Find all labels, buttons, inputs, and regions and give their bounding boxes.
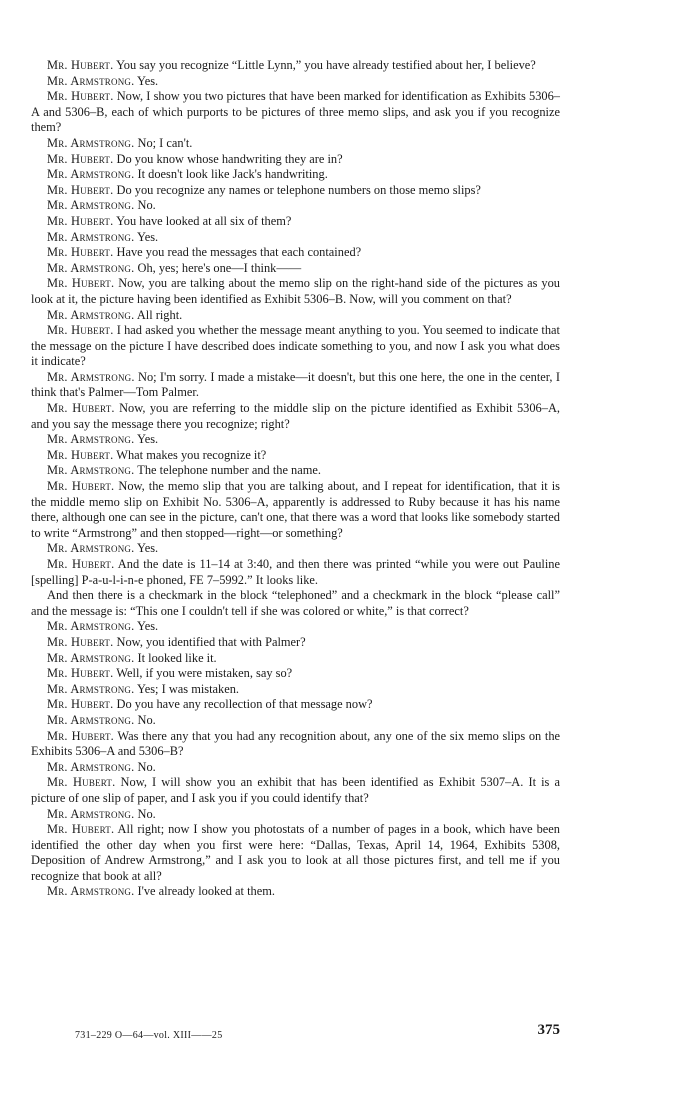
- speech-text: The telephone number and the name.: [137, 463, 321, 478]
- transcript-body: [31, 58, 560, 900]
- transcript-paragraph: [31, 729, 560, 760]
- speech-text: You have looked at all six of them?: [116, 213, 292, 228]
- speech-text: It doesn't look like Jack's handwriting.: [137, 167, 328, 182]
- speaker-name: Mr. Hubert.: [47, 728, 114, 743]
- speech-text: Yes; I was mistaken.: [137, 681, 240, 696]
- transcript-paragraph: [31, 541, 560, 557]
- speaker-name: Mr. Hubert.: [47, 401, 115, 416]
- speech-text: Do you recognize any names or telephone numbers on those memo slips?: [116, 182, 481, 197]
- transcript-paragraph: [31, 588, 560, 619]
- speech-text: I've already looked at them.: [137, 884, 275, 899]
- speech-text: Yes.: [137, 229, 159, 244]
- speaker-name: Mr. Hubert.: [47, 775, 116, 790]
- transcript-paragraph: [31, 666, 560, 682]
- transcript-paragraph: [31, 152, 560, 168]
- speaker-name: Mr. Armstrong.: [47, 650, 135, 665]
- speaker-name: Mr. Hubert.: [47, 822, 115, 837]
- transcript-paragraph: [31, 136, 560, 152]
- transcript-paragraph: [31, 557, 560, 588]
- speech-text: It looked like it.: [137, 650, 217, 665]
- speaker-name: Mr. Hubert.: [47, 557, 115, 571]
- speaker-name: Mr. Hubert.: [47, 213, 114, 228]
- speaker-name: Mr. Armstrong.: [47, 681, 135, 696]
- transcript-paragraph: [31, 697, 560, 713]
- speaker-name: Mr. Hubert.: [47, 151, 114, 166]
- speaker-name: Mr. Hubert.: [47, 89, 114, 104]
- speaker-name: Mr. Armstrong.: [47, 369, 135, 384]
- transcript-paragraph: [31, 276, 560, 307]
- transcript-paragraph: [31, 245, 560, 261]
- speech-text: Oh, yes; here's one—I think——: [137, 260, 302, 275]
- transcript-paragraph: [31, 214, 560, 230]
- speaker-name: Mr. Armstrong.: [47, 307, 135, 322]
- speaker-name: Mr. Hubert.: [47, 245, 114, 260]
- page-number: 375: [537, 1022, 560, 1038]
- speech-text: Now, you identified that with Palmer?: [116, 634, 306, 649]
- speaker-name: Mr. Hubert.: [47, 479, 115, 494]
- speech-text: No; I'm sorry. I made a mistake—it doesn't, but this one here, the one in the center, I think that's Palmer—Tom Palmer.: [31, 369, 560, 400]
- transcript-paragraph: [31, 58, 560, 74]
- transcript-paragraph: [31, 760, 560, 776]
- transcript-paragraph: [31, 682, 560, 698]
- transcript-paragraph: [31, 183, 560, 199]
- speech-text: Well, if you were mistaken, say so?: [116, 666, 293, 681]
- transcript-paragraph: [31, 448, 560, 464]
- print-code: 731–229 O—64—vol. XIII——25: [75, 1030, 223, 1041]
- transcript-paragraph: [31, 463, 560, 479]
- speaker-name: Mr. Armstrong.: [47, 463, 135, 478]
- transcript-paragraph: [31, 479, 560, 541]
- speaker-name: Mr. Armstrong.: [47, 541, 135, 556]
- transcript-paragraph: [31, 822, 560, 884]
- speech-text: Yes.: [137, 73, 159, 88]
- speaker-name: Mr. Hubert.: [47, 323, 114, 338]
- speech-text: Now, you are talking about the memo slip on the right-hand side of the pictures as you look at it, the picture having been identified as Exhibit 5306–B. Now, will you comment on that?: [31, 276, 560, 306]
- speech-text: Now, the memo slip that you are talking about, and I repeat for identification, that it is the middle memo slip on Exhibit No. 5306–A, apparently is addressed to Ruby because it has his name there, although one can see in the picture, can't one, that there was a word that looks like somebody started to write “Armstrong” and then stopped—right—or something?: [31, 479, 560, 540]
- speaker-name: Mr. Hubert.: [47, 666, 114, 681]
- transcript-paragraph: [31, 775, 560, 806]
- speaker-name: Mr. Hubert.: [47, 447, 114, 462]
- speech-text: No.: [137, 806, 156, 821]
- transcript-paragraph: [31, 884, 560, 900]
- speaker-name: Mr. Armstrong.: [47, 432, 135, 447]
- speaker-name: Mr. Armstrong.: [47, 884, 135, 899]
- transcript-paragraph: [31, 261, 560, 277]
- speech-text: No; I can't.: [137, 135, 193, 150]
- transcript-paragraph: [31, 370, 560, 401]
- speech-text: And the date is 11–14 at 3:40, and then there was printed “while you were out Pauline [spelling] P-a-u-l-i-n-e phoned, FE 7–5992.” It looks like.: [31, 557, 560, 587]
- speech-text: I had asked you whether the message meant anything to you. You seemed to indicate that the message on the picture I have described does indicate something to you, and now I ask you what does it indicate?: [31, 323, 560, 369]
- speaker-name: Mr. Armstrong.: [47, 198, 135, 213]
- speech-text: No.: [137, 759, 156, 774]
- speaker-name: Mr. Hubert.: [47, 634, 114, 649]
- speaker-name: Mr. Armstrong.: [47, 759, 135, 774]
- transcript-paragraph: [31, 651, 560, 667]
- speech-text: No.: [137, 198, 156, 213]
- speaker-name: Mr. Armstrong.: [47, 229, 135, 244]
- speech-text: Yes.: [137, 432, 159, 447]
- speaker-name: Mr. Armstrong.: [47, 806, 135, 821]
- speech-text: Yes.: [137, 619, 159, 634]
- speaker-name: Mr. Armstrong.: [47, 135, 135, 150]
- speaker-name: Mr. Hubert.: [47, 276, 115, 291]
- transcript-paragraph: [31, 807, 560, 823]
- speaker-name: Mr. Armstrong.: [47, 167, 135, 182]
- transcript-paragraph: [31, 198, 560, 214]
- speech-text: Now, I show you two pictures that have been marked for identification as Exhibits 5306–A and 5306–B, each of which purports to be pictures of three memo slips, and ask you if you recognize them?: [31, 89, 560, 135]
- transcript-paragraph: [31, 619, 560, 635]
- speech-text: Do you have any recollection of that message now?: [116, 697, 373, 712]
- speech-text: No.: [137, 712, 156, 727]
- speech-text: Yes.: [137, 541, 159, 556]
- speech-text: Now, you are referring to the middle slip on the picture identified as Exhibit 5306–A, and you say the message there you recognize; right?: [31, 401, 560, 431]
- speech-text: Now, I will show you an exhibit that has been identified as Exhibit 5307–A. It is a picture of one slip of paper, and I ask you if you could identify that?: [31, 775, 560, 805]
- transcript-paragraph: [31, 308, 560, 324]
- speech-text: Have you read the messages that each contained?: [116, 245, 362, 260]
- speech-text: Do you know whose handwriting they are in?: [116, 151, 343, 166]
- transcript-paragraph: [31, 432, 560, 448]
- transcript-paragraph: [31, 230, 560, 246]
- speech-text: All right.: [136, 307, 183, 322]
- transcript-paragraph: [31, 167, 560, 183]
- speaker-name: Mr. Armstrong.: [47, 73, 135, 88]
- transcript-paragraph: [31, 89, 560, 136]
- speaker-name: Mr. Hubert.: [47, 697, 114, 712]
- transcript-paragraph: [31, 323, 560, 370]
- speech-text: All right; now I show you photostats of a number of pages in a book, which have been identified the other day when you first were here: “Dallas, Texas, April 14, 1964, Exhibits 5308, Deposition of Andrew Armstrong,” and I ask you to look at all those pictures first, and tell me if you recognize that book at all?: [31, 822, 561, 883]
- speech-text: You say you recognize “Little Lynn,” you have already testified about her, I believe?: [116, 58, 536, 72]
- speaker-name: Mr. Hubert.: [47, 58, 114, 72]
- speaker-name: Mr. Hubert.: [47, 182, 114, 197]
- transcript-paragraph: [31, 635, 560, 651]
- transcript-paragraph: [31, 713, 560, 729]
- transcript-paragraph: [31, 74, 560, 90]
- speech-text: Was there any that you had any recognition about, any one of the six memo slips on the Exhibits 5306–A and 5306–B?: [31, 728, 561, 759]
- speaker-name: Mr. Armstrong.: [47, 712, 135, 727]
- transcript-paragraph: [31, 401, 560, 432]
- speech-text: What makes you recognize it?: [116, 447, 267, 462]
- speech-text: And then there is a checkmark in the block “telephoned” and a checkmark in the block “please call” and the message is: “This one I couldn't tell if she was colored or white,” is that correct?: [31, 588, 560, 618]
- speaker-name: Mr. Armstrong.: [47, 619, 135, 634]
- speaker-name: Mr. Armstrong.: [47, 260, 135, 275]
